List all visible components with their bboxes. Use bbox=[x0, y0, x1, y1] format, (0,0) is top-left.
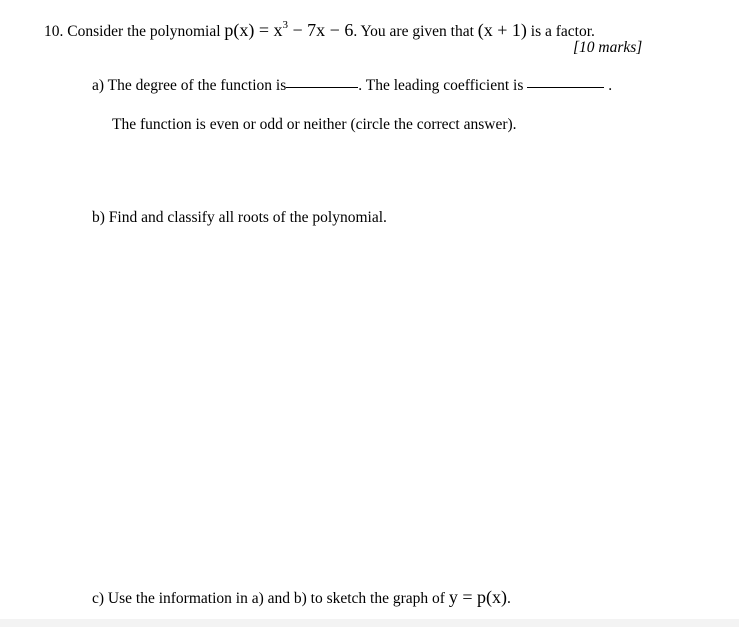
part-a-line-2: The function is even or odd or neither (circle the correct answer). bbox=[112, 116, 517, 133]
question-header bbox=[44, 15, 595, 42]
part-a-end: . bbox=[608, 77, 613, 94]
part-a-coefficient-text: . The leading coefficient is bbox=[358, 77, 524, 94]
factor-suffix: is a factor. bbox=[530, 23, 595, 40]
question-intro: Consider the polynomial bbox=[67, 23, 221, 40]
part-a-degree-text: a) The degree of the function is bbox=[92, 77, 287, 94]
factor-expression: (x + 1) bbox=[477, 20, 527, 40]
leading-coefficient-answer-blank[interactable] bbox=[527, 86, 604, 88]
question-number: 10. bbox=[44, 23, 64, 40]
page-bottom-edge bbox=[0, 619, 739, 627]
part-c-end: . bbox=[506, 590, 511, 607]
part-a-line-1 bbox=[92, 76, 612, 96]
part-b-prompt: b) Find and classify all roots of the polynomial. bbox=[92, 209, 387, 226]
given-text: . You are given that bbox=[353, 23, 474, 40]
marks-label: [10 marks] bbox=[573, 39, 643, 56]
part-c-prompt: c) Use the information in a) and b) to sketch the graph of bbox=[92, 590, 445, 607]
part-c-line bbox=[92, 587, 511, 609]
degree-answer-blank[interactable] bbox=[286, 86, 358, 88]
polynomial-expression: $p(x) = x^3 - 7x - 6$ bbox=[224, 19, 354, 40]
part-c-expression: y = p(x) bbox=[448, 587, 507, 607]
